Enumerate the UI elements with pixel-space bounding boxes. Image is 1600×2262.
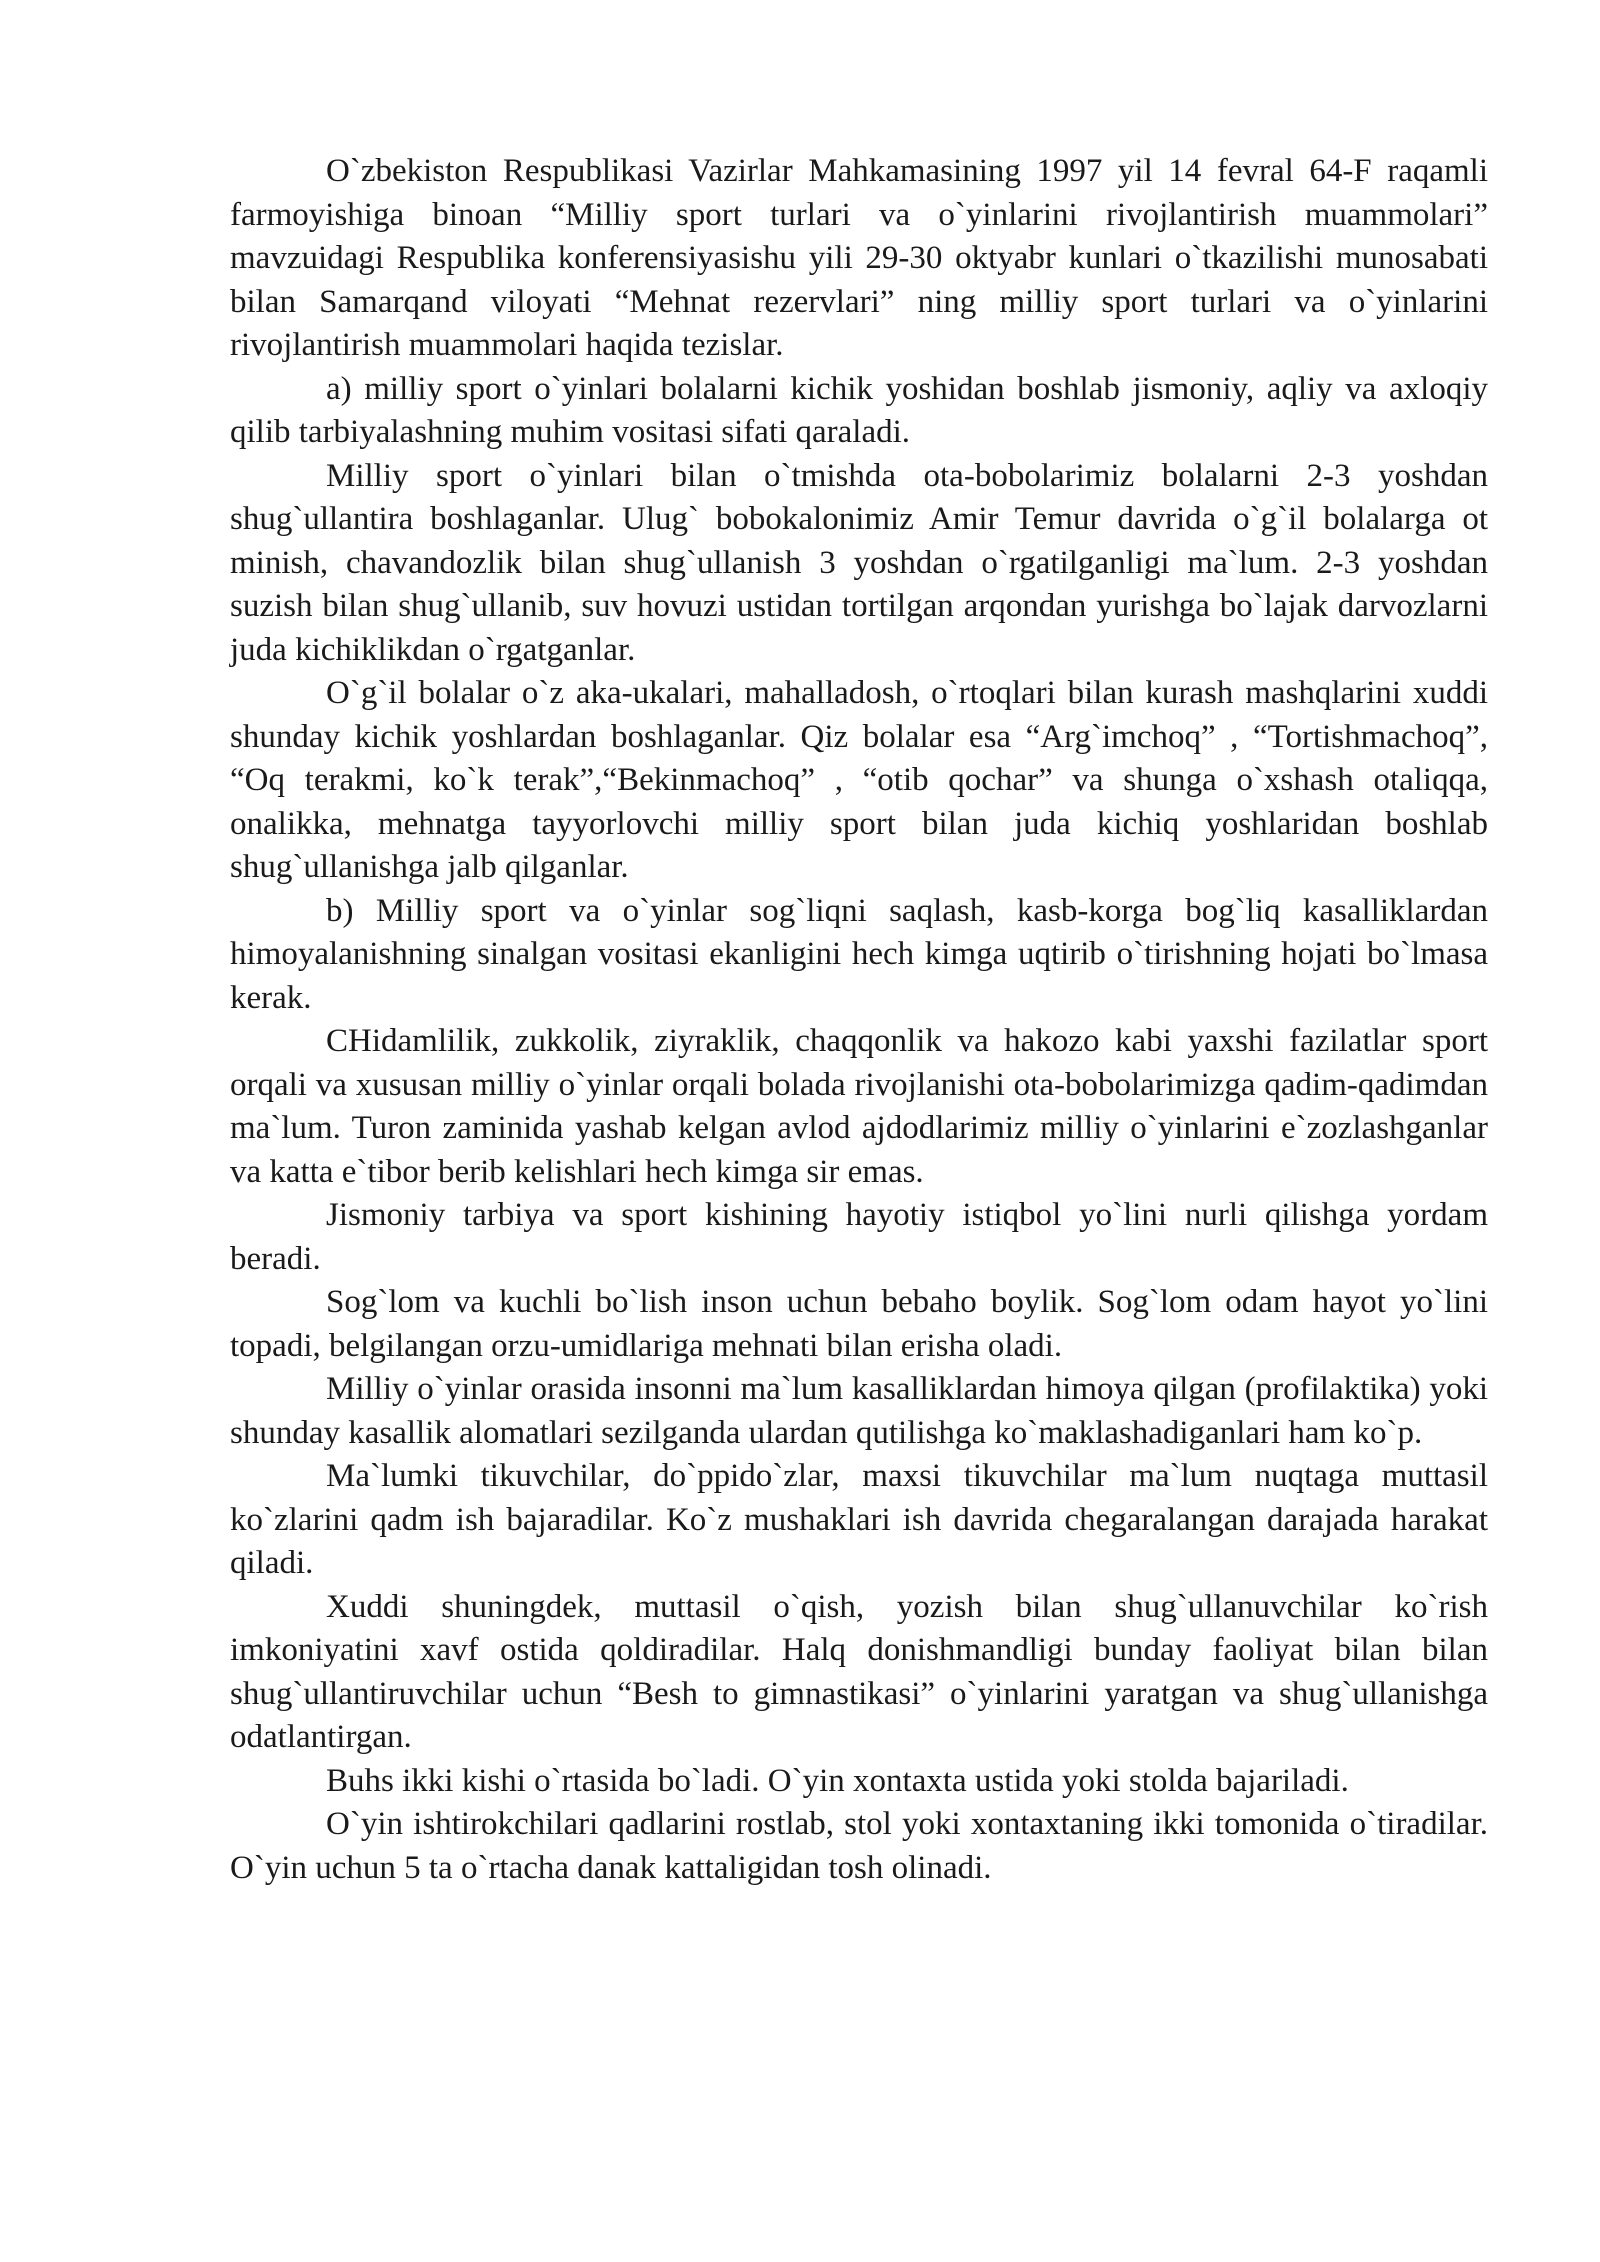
paragraph: b) Milliy sport va o`yinlar sog`liqni saqlash, kasb-korga bog`liq kasalliklardan himoyalanishning sinalgan vositasi ekanligini hech kimga uqtirib o`tirishning hojati bo`lmasa kerak. — [230, 892, 1488, 1016]
paragraph: a) milliy sport o`yinlari bolalarni kichik yoshidan boshlab jismoniy, aqliy va axloqiy qilib tarbiyalashning muhim vositasi sifati qaraladi. — [230, 370, 1488, 450]
paragraph: O`yin ishtirokchilari qadlarini rostlab, stol yoki xontaxtaning ikki tomonida o`tiradilar. O`yin uchun 5 ta o`rtacha danak kattaligidan tosh olinadi. — [230, 1806, 1488, 1886]
paragraph: Sog`lom va kuchli bo`lish inson uchun bebaho boylik. Sog`lom odam hayot yo`lini topadi, belgilangan orzu-umidlariga mehnati bilan erisha oladi. — [230, 1284, 1488, 1364]
body-text — [230, 150, 1488, 1890]
paragraph: Jismoniy tarbiya va sport kishining hayotiy istiqbol yo`lini nurli qilishga yordam beradi. — [230, 1197, 1488, 1277]
paragraph: Milliy sport o`yinlari bilan o`tmishda ota-bobolarimiz bolalarni 2-3 yoshdan shug`ullantira boshlaganlar. Ulug` bobokalonimiz Amir Temur davrida o`g`il bolalarga ot minish, chavandozlik bilan shug`ullanish 3 yoshdan o`rgatilganligi ma`lum. 2-3 yoshdan suzish bilan shug`ullanib, suv hovuzi ustidan tortilgan arqondan yurishga bo`lajak darvozlarni juda kichiklikdan o`rgatganlar. — [230, 457, 1488, 668]
paragraph: Milliy o`yinlar orasida insonni ma`lum kasalliklardan himoya qilgan (profilaktika) yoki shunday kasallik alomatlari sezilganda ulardan qutilishga ko`maklashadiganlari ham ko`p. — [230, 1371, 1488, 1451]
paragraph: O`g`il bolalar o`z aka-ukalari, mahalladosh, o`rtoqlari bilan kurash mashqlarini xuddi shunday kichik yoshlardan boshlaganlar. Qiz bolalar esa “Arg`imchoq” , “Tortishmachoq”, “Oq terakmi, ko`k terak”,“Bekinmachoq” , “otib qochar” va shunga o`xshash otaliqqa, onalikka, mehnatga tayyorlovchi milliy sport bilan juda kichiq yoshlaridan boshlab shug`ullanishga jalb qilganlar. — [230, 675, 1488, 885]
paragraph: Xuddi shuningdek, muttasil o`qish, yozish bilan shug`ullanuvchilar ko`rish imkoniyatini xavf ostida qoldiradilar. Halq donishmandligi bunday faoliyat bilan bilan shug`ullantiruvchilar uchun “Besh to gimnastikasi” o`yinlarini yaratgan va shug`ullanishga odatlantirgan. — [230, 1588, 1488, 1755]
paragraph: Ma`lumki tikuvchilar, do`ppido`zlar, maxsi tikuvchilar ma`lum nuqtaga muttasil ko`zlarini qadm ish bajaradilar. Ko`z mushaklari ish davrida chegaralangan darajada harakat qiladi. — [230, 1458, 1488, 1581]
paragraph: Buhs ikki kishi o`rtasida bo`ladi. O`yin xontaxta ustida yoki stolda bajariladi. — [326, 1762, 1349, 1799]
paragraph: O`zbekiston Respublikasi Vazirlar Mahkamasining 1997 yil 14 fevral 64-F raqamli farmoyishiga binoan “Milliy sport turlari va o`yinlarini rivojlantirish muammolari” mavzuidagi Respublika konferensiyasishu yili 29-30 oktyabr kunlari o`tkazilishi munosabati bilan Samarqand viloyati “Mehnat rezervlari” ning milliy sport turlari va o`yinlarini rivojlantirish muammolari haqida tezislar. — [230, 153, 1488, 363]
paragraph: CHidamlilik, zukkolik, ziyraklik, chaqqonlik va hakozo kabi yaxshi fazilatlar sport orqali va xususan milliy o`yinlar orqali bolada rivojlanishi ota-bobolarimizga qadim-qadimdan ma`lum. Turon zaminida yashab kelgan avlod ajdodlarimiz milliy o`yinlarini e`zozlashganlar va katta e`tibor berib kelishlari hech kimga sir emas. — [230, 1023, 1488, 1190]
